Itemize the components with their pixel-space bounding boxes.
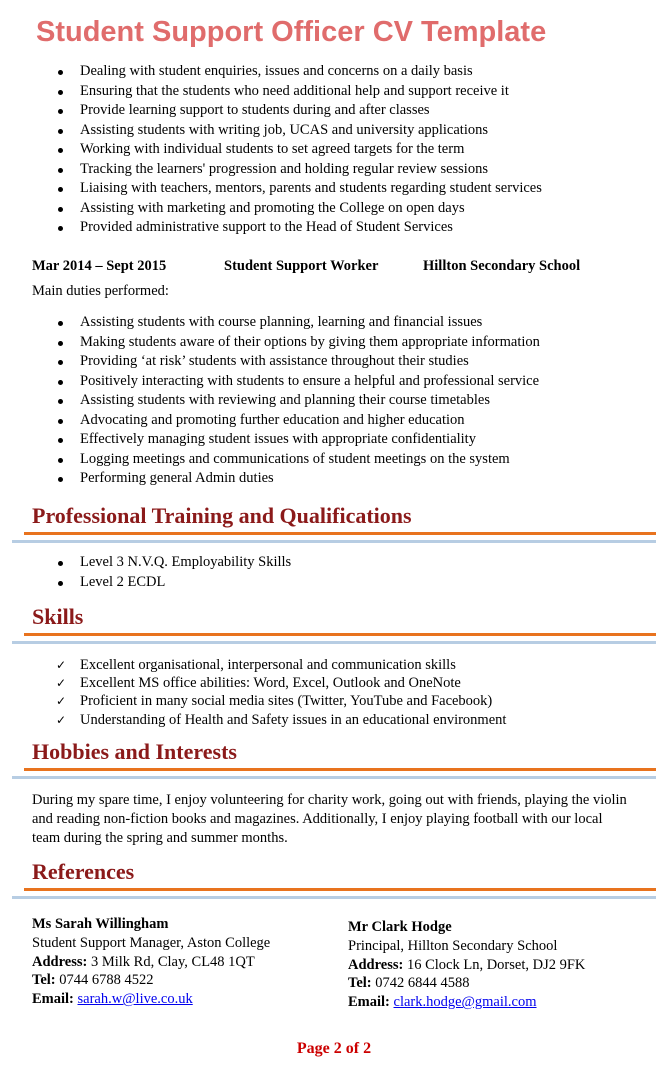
list-item: Liaising with teachers, mentors, parents and students regarding student services bbox=[58, 179, 542, 199]
divider bbox=[24, 768, 656, 771]
list-item: Level 2 ECDL bbox=[58, 573, 291, 593]
duties-intro: Main duties performed: bbox=[32, 283, 169, 299]
reference-position: Principal, Hillton Secondary School bbox=[348, 937, 558, 954]
reference-name: Ms Sarah Willingham bbox=[32, 916, 169, 932]
job-duties-list bbox=[58, 313, 540, 489]
list-item: Assisting students with course planning, learning and financial issues bbox=[58, 313, 540, 333]
list-item: Positively interacting with students to ensure a helpful and professional service bbox=[58, 372, 540, 392]
reference-address: Address: 3 Milk Rd, Clay, CL48 1QT bbox=[32, 953, 255, 970]
email-link[interactable]: sarah.w@live.co.uk bbox=[77, 991, 193, 1008]
reference-email: Email: clark.hodge@gmail.com bbox=[348, 994, 537, 1011]
list-item: Effectively managing student issues with appropriate confidentiality bbox=[58, 430, 540, 450]
list-item: Assisting students with reviewing and planning their course timetables bbox=[58, 391, 540, 411]
list-item: Advocating and promoting further education and higher education bbox=[58, 411, 540, 431]
divider bbox=[12, 896, 656, 899]
list-item: Assisting students with writing job, UCAS and university applications bbox=[58, 121, 542, 141]
list-item: Provide learning support to students during and after classes bbox=[58, 101, 542, 121]
training-heading: Professional Training and Qualifications bbox=[32, 503, 412, 528]
list-item: Level 3 N.V.Q. Employability Skills bbox=[58, 553, 291, 573]
list-item: Working with individual students to set agreed targets for the term bbox=[58, 140, 542, 160]
list-item: Assisting with marketing and promoting the College on open days bbox=[58, 199, 542, 219]
divider bbox=[12, 776, 656, 779]
reference-email: Email: sarah.w@live.co.uk bbox=[32, 991, 193, 1008]
skills-heading: Skills bbox=[32, 604, 84, 629]
list-item: Performing general Admin duties bbox=[58, 469, 540, 489]
references-heading: References bbox=[32, 859, 135, 884]
divider bbox=[24, 633, 656, 636]
divider bbox=[12, 540, 656, 543]
previous-duties-list bbox=[58, 62, 542, 238]
divider bbox=[24, 532, 656, 535]
reference-tel: Tel: 0744 6788 4522 bbox=[32, 972, 154, 989]
list-item: Provided administrative support to the Head of Student Services bbox=[58, 218, 542, 238]
page-number: Page 2 of 2 bbox=[296, 1040, 372, 1057]
reference-position: Student Support Manager, Aston College bbox=[32, 934, 271, 951]
reference-tel: Tel: 0742 6844 4588 bbox=[348, 975, 470, 992]
job-role: Student Support Worker bbox=[224, 258, 379, 274]
skills-list bbox=[56, 656, 506, 729]
training-list bbox=[58, 553, 291, 592]
list-item: Tracking the learners' progression and holding regular review sessions bbox=[58, 160, 542, 180]
reference-name: Mr Clark Hodge bbox=[348, 919, 452, 935]
job-employer: Hillton Secondary School bbox=[423, 258, 581, 274]
job-dates: Mar 2014 – Sept 2015 bbox=[32, 258, 167, 274]
list-item: ✓ Excellent MS office abilities: Word, Excel, Outlook and OneNote bbox=[56, 674, 506, 692]
list-item: ✓ Excellent organisational, interpersonal and communication skills bbox=[56, 656, 506, 674]
email-link[interactable]: clark.hodge@gmail.com bbox=[393, 994, 537, 1011]
list-item: Dealing with student enquiries, issues and concerns on a daily basis bbox=[58, 62, 542, 82]
list-item: Providing ‘at risk’ students with assistance throughout their studies bbox=[58, 352, 540, 372]
list-item: Making students aware of their options by giving them appropriate information bbox=[58, 333, 540, 353]
divider bbox=[24, 888, 656, 891]
reference-2 bbox=[348, 918, 585, 1012]
list-item: ✓ Understanding of Health and Safety issues in an educational environment bbox=[56, 711, 506, 729]
list-item: Logging meetings and communications of student meetings on the system bbox=[58, 450, 540, 470]
page-title: Student Support Officer CV Template bbox=[36, 16, 547, 48]
reference-address: Address: 16 Clock Ln, Dorset, DJ2 9FK bbox=[348, 956, 586, 973]
list-item: ✓ Proficient in many social media sites (Twitter, YouTube and Facebook) bbox=[56, 692, 506, 710]
hobbies-text: During my spare time, I enjoy volunteering for charity work, going out with friends, playing the violin and reading non-fiction books and magazines. Additionally, I enjoy playing football with our local team during the spring and summer months. bbox=[32, 792, 627, 846]
reference-1 bbox=[32, 915, 270, 1009]
hobbies-heading: Hobbies and Interests bbox=[32, 739, 237, 764]
list-item: Ensuring that the students who need additional help and support receive it bbox=[58, 82, 542, 102]
divider bbox=[12, 641, 656, 644]
